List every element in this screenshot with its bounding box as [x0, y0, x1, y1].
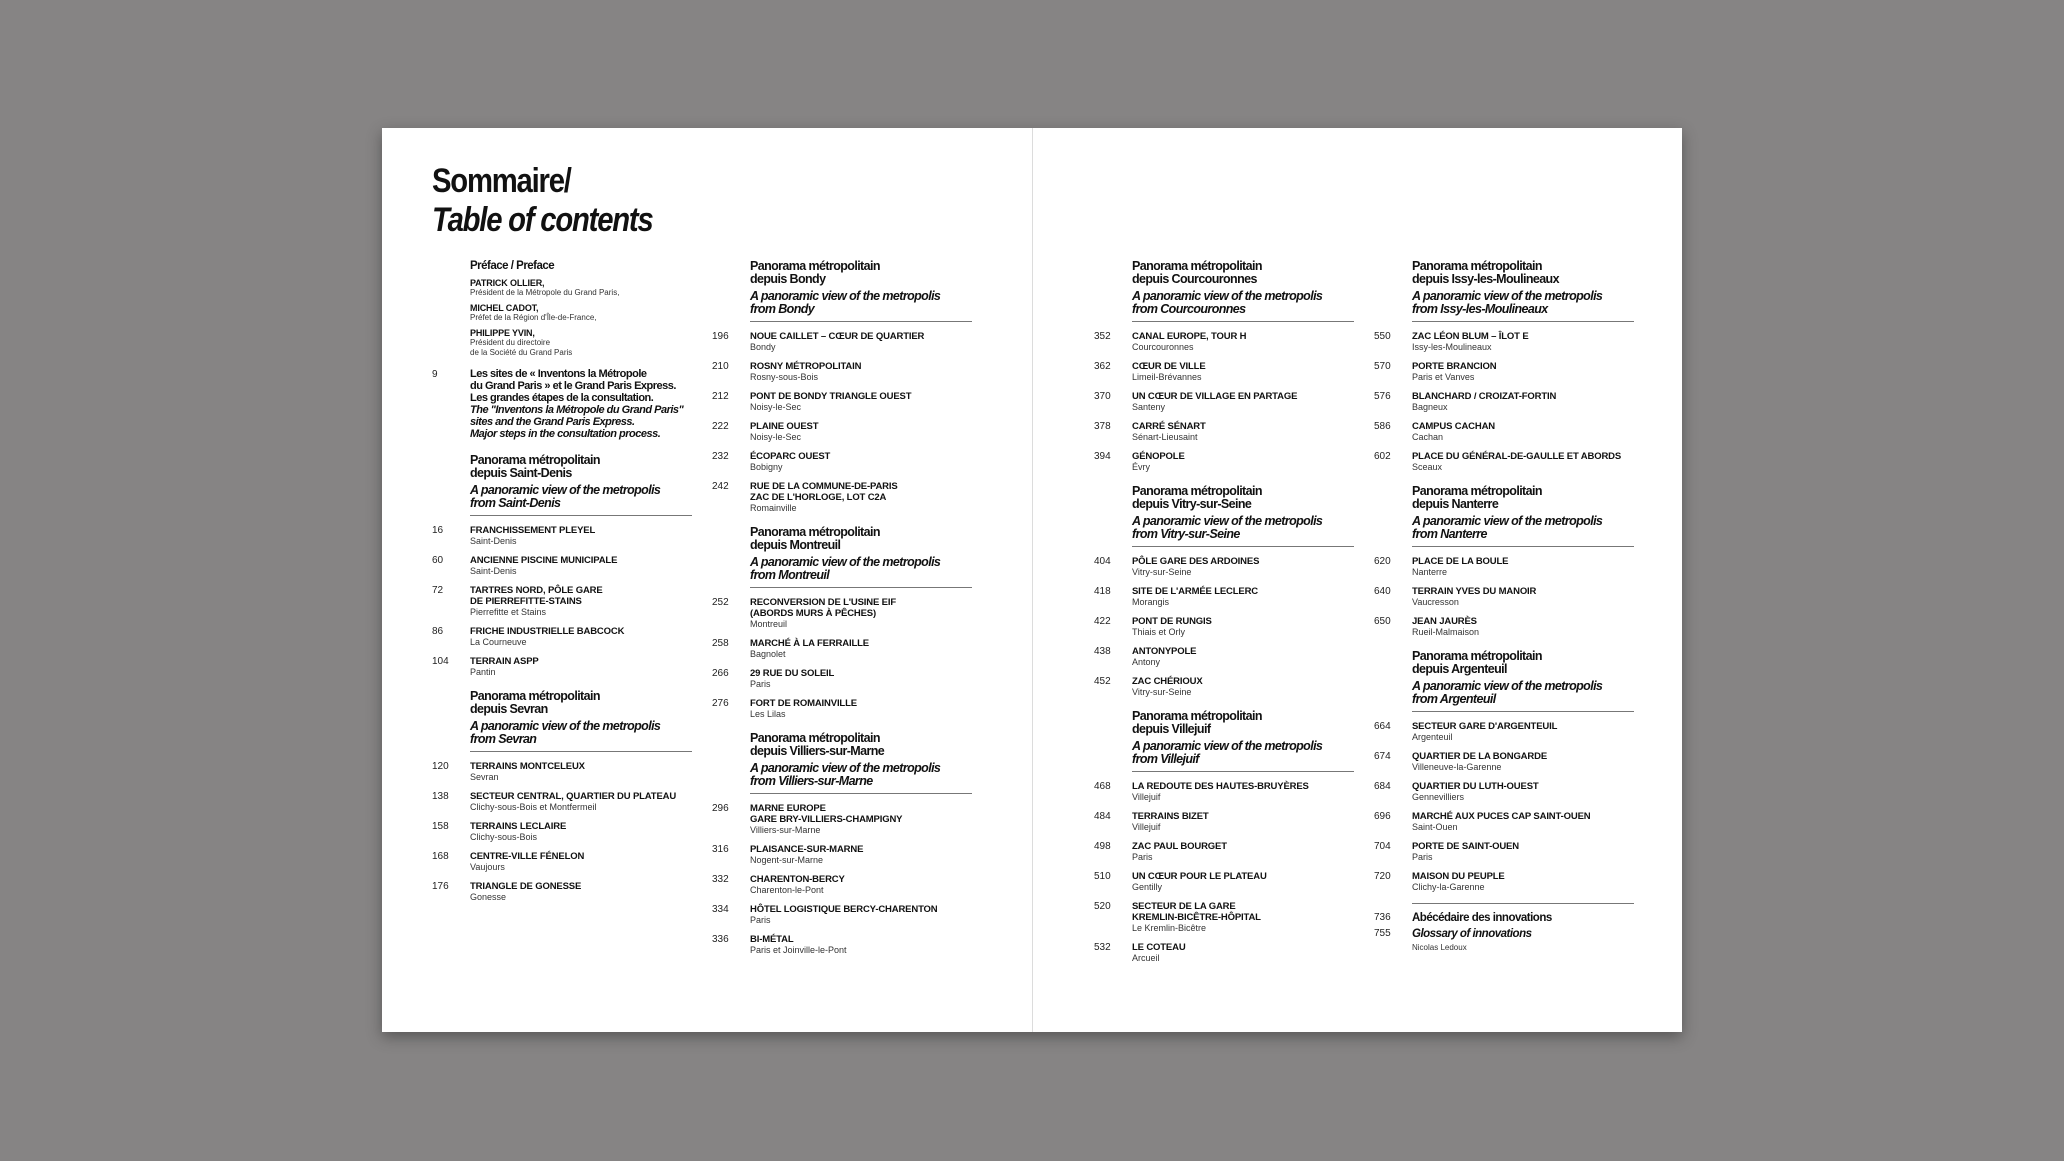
entry-location: Charenton-le-Pont — [750, 885, 824, 895]
entry-title: RECONVERSION DE L'USINE EIF (ABORDS MURS À PÊCHES) — [750, 597, 897, 619]
page-number: 684 — [1374, 781, 1391, 792]
entry-location: Thiais et Orly — [1132, 627, 1186, 637]
section-title-en: A panoramic view of the metropolis from Argenteuil — [1412, 679, 1603, 706]
entry-location: Les Lilas — [750, 709, 786, 719]
page-number: 576 — [1374, 391, 1391, 402]
toc-section — [1094, 260, 1354, 473]
page-number: 370 — [1094, 391, 1111, 402]
toc-entry[interactable] — [1094, 942, 1354, 964]
entry-title: MARNE EUROPE GARE BRY-VILLIERS-CHAMPIGNY — [750, 803, 903, 825]
entry-location: Évry — [1132, 462, 1150, 472]
entry-title: UN CŒUR POUR LE PLATEAU — [1132, 871, 1267, 882]
entry-title: BI-MÉTAL — [750, 934, 794, 945]
entry-title: QUARTIER DU LUTH-OUEST — [1412, 781, 1539, 792]
page-number: 86 — [432, 626, 444, 637]
entry-location: Saint-Ouen — [1412, 822, 1458, 832]
section-title-fr: Panorama métropolitain depuis Nanterre — [1412, 484, 1542, 511]
page-number: 336 — [712, 934, 729, 945]
entry-location: La Courneuve — [470, 637, 527, 647]
entry-location: Bobigny — [750, 462, 783, 472]
toc-entry[interactable] — [712, 803, 972, 836]
entry-title: PONT DE RUNGIS — [1132, 616, 1212, 627]
page-number: 452 — [1094, 676, 1111, 687]
toc-entry[interactable] — [1094, 871, 1354, 893]
toc-entry[interactable] — [712, 874, 972, 896]
entry-location: Pantin — [470, 667, 496, 677]
page-number: 498 — [1094, 841, 1111, 852]
entry-title: TERRAINS LECLAIRE — [470, 821, 567, 832]
section-title-fr: Panorama métropolitain depuis Issy-les-Moulineaux — [1412, 259, 1559, 286]
entry-location: Saint-Denis — [470, 566, 517, 576]
toc-entry[interactable] — [1374, 556, 1634, 578]
entry-title: ZAC CHÉRIOUX — [1132, 676, 1203, 687]
page-number: 232 — [712, 451, 729, 462]
toc-entry[interactable] — [1094, 901, 1354, 934]
entry-location: Pierrefitte et Stains — [470, 607, 547, 617]
page-number: 252 — [712, 597, 729, 608]
entry-title: PLACE DE LA BOULE — [1412, 556, 1509, 567]
page-number: 296 — [712, 803, 729, 814]
toc-entry[interactable] — [1094, 361, 1354, 383]
section-header[interactable] — [1412, 260, 1634, 322]
toc-entry[interactable] — [432, 626, 692, 648]
entry-location: Bagneux — [1412, 402, 1448, 412]
page-number: 212 — [712, 391, 729, 402]
section-header[interactable] — [750, 526, 972, 588]
toc-section — [432, 454, 692, 678]
toc-entry[interactable] — [432, 656, 692, 678]
section-header[interactable] — [1132, 710, 1354, 772]
section-title-en: A panoramic view of the metropolis from Courcouronnes — [1132, 289, 1323, 316]
toc-entry[interactable] — [432, 881, 692, 903]
page-number: 72 — [432, 585, 444, 596]
entry-location: Sevran — [470, 772, 499, 782]
section-title-fr: Panorama métropolitain depuis Vitry-sur-Seine — [1132, 484, 1262, 511]
entry-title: HÔTEL LOGISTIQUE BERCY-CHARENTON — [750, 904, 938, 915]
toc-section — [1374, 485, 1634, 638]
entry-location: Villejuif — [1132, 792, 1161, 802]
toc-entry[interactable] — [712, 698, 972, 720]
page-number: 510 — [1094, 871, 1111, 882]
preface-person: MICHEL CADOT, Préfet de la Région d'Île-de-France, — [470, 303, 597, 322]
toc-entry[interactable] — [1094, 616, 1354, 638]
entry-location: Sceaux — [1412, 462, 1443, 472]
entry-title: PORTE BRANCION — [1412, 361, 1497, 372]
preface-block — [432, 260, 692, 358]
entry-title: PORTE DE SAINT-OUEN — [1412, 841, 1519, 852]
toc-entry[interactable] — [1094, 586, 1354, 608]
entry-title: QUARTIER DE LA BONGARDE — [1412, 751, 1548, 762]
entry-title: BLANCHARD / CROIZAT-FORTIN — [1412, 391, 1557, 402]
toc-section — [712, 260, 972, 514]
page-number: 120 — [432, 761, 449, 772]
entry-title: UN CŒUR DE VILLAGE EN PARTAGE — [1132, 391, 1298, 402]
entry-title: SITE DE L'ARMÉE LECLERC — [1132, 586, 1259, 597]
preface-person: PATRICK OLLIER, Président de la Métropole du Grand Paris, — [470, 278, 620, 297]
entry-title: TERRAIN YVES DU MANOIR — [1412, 586, 1537, 597]
toc-entry[interactable] — [712, 934, 972, 956]
section-title-fr: Panorama métropolitain depuis Argenteuil — [1412, 649, 1542, 676]
page-number: 520 — [1094, 901, 1111, 912]
entry-location: Bagnolet — [750, 649, 786, 659]
entry-title: PLACE DU GÉNÉRAL-DE-GAULLE ET ABORDS — [1412, 451, 1622, 462]
page-number: 332 — [712, 874, 729, 885]
toc-entry[interactable] — [1094, 391, 1354, 413]
entry-location: Cachan — [1412, 432, 1444, 442]
entry-location: Vitry-sur-Seine — [1132, 687, 1192, 697]
page-number: 276 — [712, 698, 729, 709]
title-english: Table of contents — [432, 201, 653, 239]
page-number: 696 — [1374, 811, 1391, 822]
section-title-en: A panoramic view of the metropolis from Vitry-sur-Seine — [1132, 514, 1323, 541]
entry-location: Antony — [1132, 657, 1161, 667]
entry-location: Clichy-sous-Bois — [470, 832, 538, 842]
toc-entry[interactable] — [712, 391, 972, 413]
section-title-en: A panoramic view of the metropolis from Montreuil — [750, 555, 941, 582]
toc-entry[interactable] — [1094, 811, 1354, 833]
book-spread — [382, 128, 1682, 1032]
toc-entry[interactable] — [712, 481, 972, 514]
entry-location: Romainville — [750, 503, 797, 513]
toc-entry[interactable] — [432, 851, 692, 873]
toc-entry[interactable] — [712, 597, 972, 630]
entry-title: FRICHE INDUSTRIELLE BABCOCK — [470, 626, 625, 637]
entry-title: PLAISANCE-SUR-MARNE — [750, 844, 864, 855]
page-number: 60 — [432, 555, 444, 566]
toc-section — [1094, 485, 1354, 698]
glossary-author: Nicolas Ledoux — [1412, 943, 1467, 952]
section-title-fr: Panorama métropolitain depuis Villiers-sur-Marne — [750, 731, 885, 758]
page-number: 468 — [1094, 781, 1111, 792]
toc-section — [712, 732, 972, 956]
section-title-en: A panoramic view of the metropolis from Villejuif — [1132, 739, 1323, 766]
entry-location: Issy-les-Moulineaux — [1412, 342, 1492, 352]
entry-title: MARCHÉ AUX PUCES CAP SAINT-OUEN — [1412, 811, 1591, 822]
entry-title: PLAINE OUEST — [750, 421, 819, 432]
entry-location: Gonesse — [470, 892, 507, 902]
entry-title: SECTEUR CENTRAL, QUARTIER DU PLATEAU — [470, 791, 677, 802]
entry-location: Sénart-Lieusaint — [1132, 432, 1198, 442]
section-header[interactable] — [1132, 485, 1354, 547]
entry-title: JEAN JAURÈS — [1412, 616, 1477, 627]
page-number: 222 — [712, 421, 729, 432]
toc-entry-sites[interactable] — [432, 368, 692, 440]
page-number: 570 — [1374, 361, 1391, 372]
page-number: 176 — [432, 881, 449, 892]
page-number: 138 — [432, 791, 449, 802]
entry-location: Paris et Joinville-le-Pont — [750, 945, 847, 955]
toc-entry[interactable] — [432, 761, 692, 783]
page-title — [432, 162, 653, 240]
entry-location: Gennevilliers — [1412, 792, 1465, 802]
toc-entry[interactable] — [1094, 781, 1354, 803]
page-number: 334 — [712, 904, 729, 915]
toc-entry[interactable] — [1374, 586, 1634, 608]
entry-title: SECTEUR DE LA GARE KREMLIN-BICÊTRE-HÔPITAL — [1132, 901, 1261, 923]
page-number: 755 — [1374, 928, 1391, 939]
entry-title: ZAC PAUL BOURGET — [1132, 841, 1227, 852]
toc-entry[interactable] — [1094, 556, 1354, 578]
entry-location: Rosny-sous-Bois — [750, 372, 819, 382]
toc-entry[interactable] — [1094, 331, 1354, 353]
entry-location: Vaucresson — [1412, 597, 1459, 607]
section-header[interactable] — [750, 732, 972, 794]
section-title-fr: Panorama métropolitain depuis Villejuif — [1132, 709, 1262, 736]
page-number: 650 — [1374, 616, 1391, 627]
page-gutter — [1032, 128, 1033, 1032]
page-number: 210 — [712, 361, 729, 372]
page-number: 438 — [1094, 646, 1111, 657]
entry-title: RUE DE LA COMMUNE-DE-PARIS ZAC DE L'HORLOGE, LOT C2A — [750, 481, 898, 503]
toc-entry-abecedaire[interactable] — [1374, 912, 1634, 925]
title-french: Sommaire/ — [432, 162, 571, 200]
toc-section — [1094, 710, 1354, 964]
entry-title: SECTEUR GARE D'ARGENTEUIL — [1412, 721, 1558, 732]
page-number: 704 — [1374, 841, 1391, 852]
toc-entry[interactable] — [712, 638, 972, 660]
toc-entry[interactable] — [1374, 616, 1634, 638]
entry-location: Vitry-sur-Seine — [1132, 567, 1192, 577]
entry-location: Clichy-sous-Bois et Montfermeil — [470, 802, 597, 812]
entry-title: ÉCOPARC OUEST — [750, 451, 831, 462]
page-number: 394 — [1094, 451, 1111, 462]
entry-location: Montreuil — [750, 619, 788, 629]
page-number: 422 — [1094, 616, 1111, 627]
page-number: 158 — [432, 821, 449, 832]
toc-entry[interactable] — [1374, 361, 1634, 383]
toc-entry[interactable] — [1374, 751, 1634, 773]
abecedaire-divider — [1412, 903, 1634, 904]
section-title-en: A panoramic view of the metropolis from Nanterre — [1412, 514, 1603, 541]
entry-location: Bondy — [750, 342, 776, 352]
page-number: 258 — [712, 638, 729, 649]
entry-location: Gentilly — [1132, 882, 1163, 892]
toc-entry[interactable] — [1374, 331, 1634, 353]
entry-title: CARRÉ SÉNART — [1132, 421, 1206, 432]
entry-title: CŒUR DE VILLE — [1132, 361, 1206, 372]
toc-entry[interactable] — [712, 451, 972, 473]
toc-entry[interactable] — [432, 821, 692, 843]
entry-location: Clichy-la-Garenne — [1412, 882, 1485, 892]
entry-title: TERRAIN ASPP — [470, 656, 539, 667]
page-number: 532 — [1094, 942, 1111, 953]
entry-title: PONT DE BONDY TRIANGLE OUEST — [750, 391, 912, 402]
entry-title: ROSNY MÉTROPOLITAIN — [750, 361, 862, 372]
section-title-en: A panoramic view of the metropolis from Saint-Denis — [470, 483, 661, 510]
toc-section — [1374, 260, 1634, 473]
toc-entry[interactable] — [1374, 451, 1634, 473]
toc-entry[interactable] — [712, 331, 972, 353]
entry-title: FORT DE ROMAINVILLE — [750, 698, 857, 709]
entry-location: Nanterre — [1412, 567, 1448, 577]
entry-location: Noisy-le-Sec — [750, 432, 802, 442]
toc-entry[interactable] — [712, 844, 972, 866]
entry-location: Paris — [750, 915, 771, 925]
entry-title: NOUE CAILLET – CŒUR DE QUARTIER — [750, 331, 925, 342]
section-title-en: A panoramic view of the metropolis from Issy-les-Moulineaux — [1412, 289, 1603, 316]
page-number: 168 — [432, 851, 449, 862]
section-header[interactable] — [1132, 260, 1354, 322]
page-number: 640 — [1374, 586, 1391, 597]
glossary-label: Glossary of innovations — [1412, 928, 1532, 940]
section-header[interactable] — [750, 260, 972, 322]
section-title-en: A panoramic view of the metropolis from Bondy — [750, 289, 941, 316]
toc-entry[interactable] — [432, 585, 692, 618]
section-header[interactable] — [1412, 650, 1634, 712]
entry-location: Noisy-le-Sec — [750, 402, 802, 412]
toc-entry[interactable] — [712, 668, 972, 690]
section-title-fr: Panorama métropolitain depuis Bondy — [750, 259, 880, 286]
toc-entry[interactable] — [432, 555, 692, 577]
entry-location: Le Kremlin-Bicêtre — [1132, 923, 1207, 933]
entry-location: Santeny — [1132, 402, 1166, 412]
entry-location: Saint-Denis — [470, 536, 517, 546]
page-number: 484 — [1094, 811, 1111, 822]
section-header[interactable] — [470, 454, 692, 516]
entry-title: ZAC LÉON BLUM – ÎLOT E — [1412, 331, 1529, 342]
page-number: 736 — [1374, 912, 1391, 923]
toc-section — [712, 526, 972, 720]
toc-section — [432, 690, 692, 903]
toc-section — [1374, 650, 1634, 893]
section-header[interactable] — [1412, 485, 1634, 547]
toc-entry[interactable] — [432, 525, 692, 547]
page-number: 602 — [1374, 451, 1391, 462]
page-number: 316 — [712, 844, 729, 855]
entry-location: Arcueil — [1132, 953, 1160, 963]
page-number: 9 — [432, 369, 438, 380]
toc-entry[interactable] — [1374, 811, 1634, 833]
toc-entry[interactable] — [712, 421, 972, 443]
entry-location: Paris et Vanves — [1412, 372, 1475, 382]
entry-location: Vaujours — [470, 862, 505, 872]
entry-location: Argenteuil — [1412, 732, 1453, 742]
page-number: 404 — [1094, 556, 1111, 567]
section-title-en: A panoramic view of the metropolis from Villiers-sur-Marne — [750, 761, 941, 788]
page-number: 664 — [1374, 721, 1391, 732]
toc-entry[interactable] — [1094, 841, 1354, 863]
page-number: 352 — [1094, 331, 1111, 342]
entry-location: Courcouronnes — [1132, 342, 1194, 352]
entry-location: Paris — [1412, 852, 1433, 862]
entry-title: CAMPUS CACHAN — [1412, 421, 1496, 432]
entry-title: CANAL EUROPE, TOUR H — [1132, 331, 1247, 342]
section-title-en: A panoramic view of the metropolis from Sevran — [470, 719, 661, 746]
toc-entry[interactable] — [712, 361, 972, 383]
page-number: 378 — [1094, 421, 1111, 432]
entry-title: 29 RUE DU SOLEIL — [750, 668, 835, 679]
entry-location: Villiers-sur-Marne — [750, 825, 821, 835]
entry-title: TERRAINS BIZET — [1132, 811, 1209, 822]
page-number: 620 — [1374, 556, 1391, 567]
entry-title: PÔLE GARE DES ARDOINES — [1132, 556, 1260, 567]
sites-title-fr: Les sites de « Inventons la Métropole du Grand Paris » et le Grand Paris Express. Les grandes étapes de la consultation. — [470, 368, 676, 404]
entry-location: Paris — [1132, 852, 1153, 862]
page-number: 550 — [1374, 331, 1391, 342]
page-number: 266 — [712, 668, 729, 679]
page-number: 104 — [432, 656, 449, 667]
toc-column-3 — [1094, 260, 1354, 976]
section-title-fr: Panorama métropolitain depuis Courcouronnes — [1132, 259, 1262, 286]
entry-title: CHARENTON-BERCY — [750, 874, 845, 885]
toc-entry[interactable] — [1374, 871, 1634, 893]
entry-title: FRANCHISSEMENT PLEYEL — [470, 525, 596, 536]
abecedaire-label: Abécédaire des innovations — [1412, 912, 1552, 924]
entry-title: MAISON DU PEUPLE — [1412, 871, 1505, 882]
toc-entry[interactable] — [1374, 841, 1634, 863]
toc-entry[interactable] — [1094, 646, 1354, 668]
page-number: 674 — [1374, 751, 1391, 762]
entry-title: LE COTEAU — [1132, 942, 1186, 953]
toc-entry[interactable] — [1374, 781, 1634, 803]
page-number: 586 — [1374, 421, 1391, 432]
toc-column-1 — [432, 260, 692, 915]
page-number: 362 — [1094, 361, 1111, 372]
page-number: 242 — [712, 481, 729, 492]
toc-entry-glossary[interactable] — [1374, 928, 1634, 953]
toc-entry[interactable] — [1094, 421, 1354, 443]
entry-location: Villejuif — [1132, 822, 1161, 832]
section-title-fr: Panorama métropolitain depuis Saint-Denis — [470, 453, 600, 480]
toc-entry[interactable] — [1374, 391, 1634, 413]
entry-title: TARTRES NORD, PÔLE GARE DE PIERREFITTE-STAINS — [470, 585, 603, 607]
page-number: 16 — [432, 525, 444, 536]
toc-entry[interactable] — [1374, 721, 1634, 743]
page-number: 418 — [1094, 586, 1111, 597]
entry-title: MARCHÉ À LA FERRAILLE — [750, 638, 869, 649]
entry-location: Paris — [750, 679, 771, 689]
sites-title-en: The "Inventons la Métropole du Grand Paris" sites and the Grand Paris Express. Major steps in the consultation process. — [470, 404, 684, 440]
entry-title: TERRAINS MONTCELEUX — [470, 761, 585, 772]
page-number: 720 — [1374, 871, 1391, 882]
entry-title: GÉNOPOLE — [1132, 451, 1185, 462]
section-title-fr: Panorama métropolitain depuis Montreuil — [750, 525, 880, 552]
entry-location: Nogent-sur-Marne — [750, 855, 824, 865]
section-title-fr: Panorama métropolitain depuis Sevran — [470, 689, 600, 716]
entry-location: Morangis — [1132, 597, 1170, 607]
entry-title: ANCIENNE PISCINE MUNICIPALE — [470, 555, 618, 566]
page-number: 196 — [712, 331, 729, 342]
toc-column-4 — [1374, 260, 1634, 953]
entry-title: CENTRE-VILLE FÉNELON — [470, 851, 585, 862]
toc-entry[interactable] — [712, 904, 972, 926]
section-header[interactable] — [470, 690, 692, 752]
entry-location: Rueil-Malmaison — [1412, 627, 1480, 637]
toc-entry[interactable] — [1374, 421, 1634, 443]
toc-column-2 — [712, 260, 972, 968]
entry-title: ANTONYPOLE — [1132, 646, 1197, 657]
entry-title: LA REDOUTE DES HAUTES-BRUYÈRES — [1132, 781, 1309, 792]
preface-person: PHILIPPE YVIN, Président du directoire de la Société du Grand Paris — [470, 328, 573, 357]
toc-entry[interactable] — [1094, 676, 1354, 698]
entry-location: Villeneuve-la-Garenne — [1412, 762, 1502, 772]
entry-location: Limeil-Brévannes — [1132, 372, 1202, 382]
entry-title: TRIANGLE DE GONESSE — [470, 881, 582, 892]
preface-title: Préface / Preface — [470, 260, 555, 272]
toc-entry[interactable] — [1094, 451, 1354, 473]
toc-entry[interactable] — [432, 791, 692, 813]
